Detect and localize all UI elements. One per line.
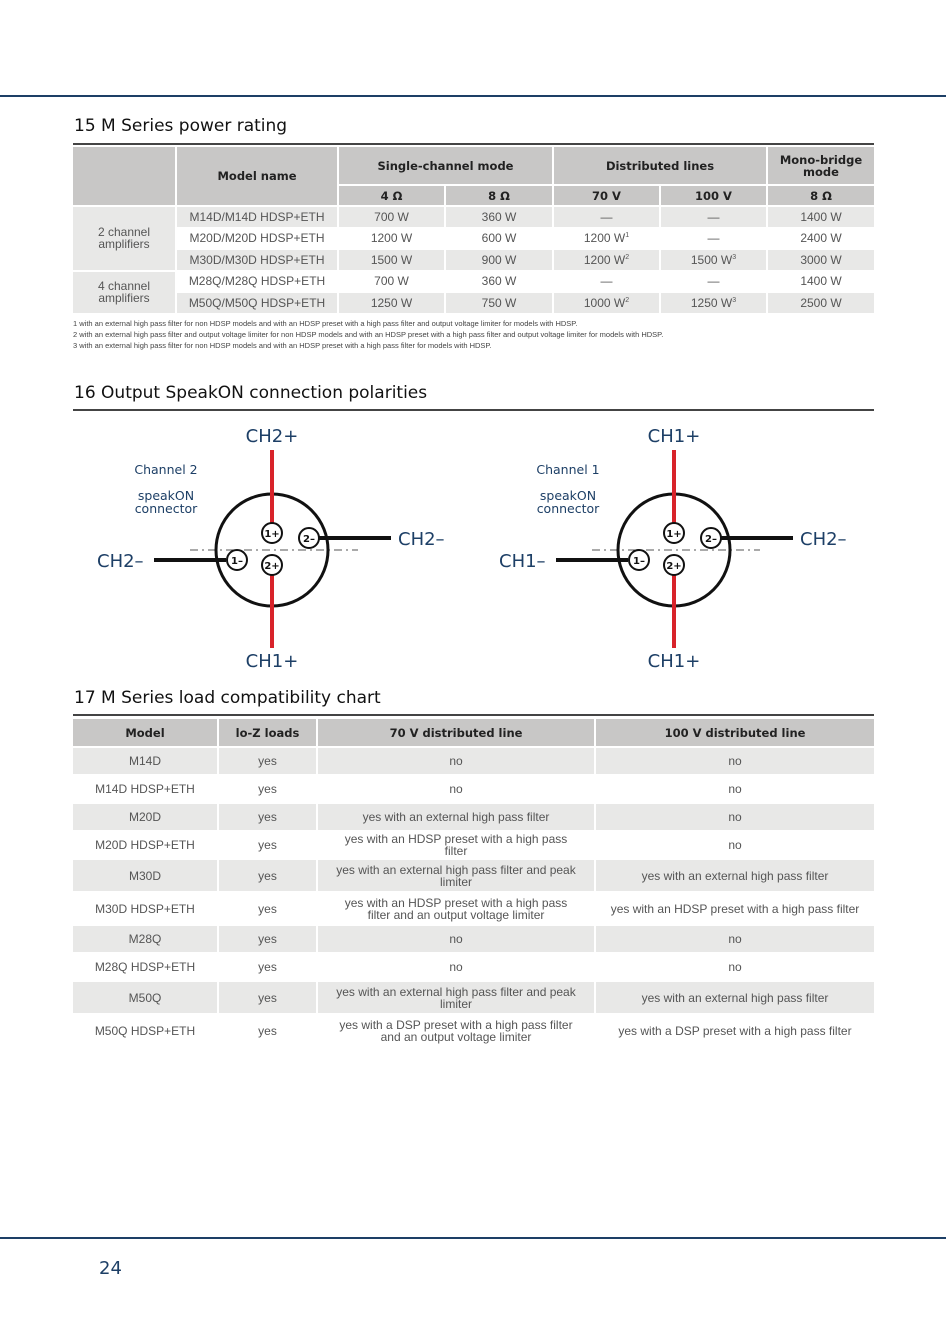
label-top: CH2+ [245,426,299,447]
top-rule [0,95,946,97]
footnote-2: 2 with an external high pass filter and output voltage limiter for non HDSP models and with an HDSP preset with a high pass filter and output voltage limiter for models with HDSP. [73,330,664,339]
v100-footnote-ref: 3 [732,296,737,304]
connector-label-2: connector [134,501,198,516]
power-rating-table [71,145,876,315]
connector-label-2: connector [536,501,600,516]
label-left: CH2– [97,551,144,572]
footnote-3: 3 with an external high pass filter for non HDSP models and with an HDSP preset with a high pass filter for models with HDSP. [73,341,492,350]
model-header: Model [73,719,217,746]
model-cell: M28Q/M28Q HDSP+ETH [188,274,326,289]
corner-header [73,147,175,205]
table-row [73,926,874,952]
pin-2minus-label: 2– [303,534,315,545]
v70-value: — [600,209,613,224]
group-label: 4 channel amplifiers [73,272,175,313]
v70-cell: yes with a DSP preset with a high pass filter and an output voltage limiter [318,1015,594,1046]
loz-cell: yes [219,954,316,980]
v70-cell: yes with an external high pass filter [318,804,594,830]
v100-cell: no [596,748,874,774]
pin-1minus-label: 1– [633,556,645,567]
v70-cell: yes with an HDSP preset with a high pass filter and an output voltage limiter [318,893,594,924]
table-row [73,954,874,980]
v100-value: — [707,209,720,224]
loz-cell: yes [219,804,316,830]
ohm4-cell: 700 W [374,274,409,289]
v100-cell: no [596,926,874,952]
label-left: CH1– [499,551,546,572]
mono-bridge-header-text: Mono-bridge mode [779,152,863,179]
ohm4-cell: 1500 W [370,252,413,267]
table-row [73,1015,874,1046]
group-label: 2 channel amplifiers [73,207,175,270]
v70-header: 70 V distributed line [318,719,594,746]
v70-footnote-ref: 2 [625,296,630,304]
bridge-ohm8-header: 8 Ω [768,186,874,205]
v100-cell [661,207,766,227]
table-row [73,832,874,858]
v100-value: 1500 W [690,252,733,267]
v70-cell [554,293,659,313]
bottom-rule [0,1237,946,1239]
v100-cell: no [596,954,874,980]
loz-cell: yes [219,893,316,924]
v100-cell: no [596,832,874,858]
v100-cell [661,229,766,249]
connector-right [499,426,847,672]
table-row [73,893,874,924]
model-cell: M20D [73,804,217,830]
v100-cell: yes with an external high pass filter [596,982,874,1013]
table-row [73,860,874,891]
v70-cell [554,272,659,292]
footnote-1: 1 with an external high pass filter for non HDSP models and with an HDSP preset with a high pass filter and output voltage limiter for models with HDSP. [73,319,578,328]
pin-2plus-label: 2+ [666,561,682,572]
model-cell: M20D/M20D HDSP+ETH [189,231,325,246]
pin-1minus-label: 1– [231,556,243,567]
loz-cell: yes [219,748,316,774]
v70-cell: no [318,776,594,802]
single-channel-header: Single-channel mode [339,147,552,184]
ohm8-cell: 360 W [481,209,517,224]
v70-cell [554,250,659,270]
ohm4-cell: 1200 W [370,231,413,246]
table-row [73,982,874,1013]
section-17-rule [73,714,874,716]
model-cell: M14D HDSP+ETH [73,776,217,802]
label-bottom: CH1+ [245,651,299,672]
label-bottom: CH1+ [647,651,701,672]
channel-label: Channel 1 [536,462,600,477]
model-cell: M50Q/M50Q HDSP+ETH [188,295,326,310]
ohm8-cell: 750 W [481,295,517,310]
model-cell: M14D/M14D HDSP+ETH [189,209,325,224]
v100-value: — [707,231,720,246]
v100-cell [661,293,766,313]
bridge-cell: 2400 W [800,231,842,246]
v70-value: — [600,274,613,289]
v70-cell [554,207,659,227]
v100-cell: yes with an HDSP preset with a high pass filter [596,893,874,924]
bridge-cell: 2500 W [800,295,842,310]
model-cell: M20D HDSP+ETH [73,832,217,858]
v70-cell: no [318,926,594,952]
loz-cell: yes [219,982,316,1013]
v100-cell: yes with a DSP preset with a high pass filter [596,1015,874,1046]
table-row [73,748,874,774]
bridge-cell: 3000 W [800,252,842,267]
load-compatibility-table [71,717,876,1048]
section-17-title: 17 M Series load compatibility chart [74,688,381,708]
v70-header: 70 V [554,186,659,205]
model-cell: M28Q [73,926,217,952]
page-number: 24 [99,1258,122,1279]
bridge-cell: 1400 W [800,209,842,224]
v70-value: 1000 W [583,295,626,310]
footnotes [73,318,663,351]
section-16-rule [73,409,874,411]
v70-cell: yes with an external high pass filter and peak limiter [318,860,594,891]
pin-1plus-label: 1+ [666,529,682,540]
bridge-cell: 1400 W [800,274,842,289]
v70-value: 1200 W [583,231,626,246]
label-top: CH1+ [647,426,701,447]
v100-header: 100 V [661,186,766,205]
ohm8-header: 8 Ω [446,186,552,205]
ohm4-cell: 700 W [374,209,409,224]
model-cell: M50Q HDSP+ETH [73,1015,217,1046]
channel-label: Channel 2 [134,462,198,477]
connector-label-1: speakON [137,488,195,503]
v100-cell: no [596,776,874,802]
v70-footnote-ref: 1 [625,232,630,240]
compatibility-rows [73,748,874,1046]
connector-left [97,426,445,672]
pin-1plus-label: 1+ [264,529,280,540]
v100-header: 100 V distributed line [596,719,874,746]
model-cell: M30D/M30D HDSP+ETH [189,252,325,267]
loz-cell: yes [219,860,316,891]
loz-cell: yes [219,776,316,802]
ohm4-cell: 1250 W [370,295,413,310]
ohm8-cell: 360 W [481,274,517,289]
v70-cell [554,229,659,249]
pin-2minus-label: 2– [705,534,717,545]
ohm4-header: 4 Ω [339,186,444,205]
table-row [73,776,874,802]
section-16-title: 16 Output SpeakON connection polarities [74,383,428,403]
connector-label-1: speakON [539,488,597,503]
v70-cell: no [318,954,594,980]
v100-cell [661,250,766,270]
loz-cell: yes [219,832,316,858]
v100-value: — [707,274,720,289]
model-cell: M30D [73,860,217,891]
v100-cell: yes with an external high pass filter [596,860,874,891]
distributed-lines-header: Distributed lines [554,147,766,184]
label-right: CH2– [398,529,445,550]
section-15-title: 15 M Series power rating [74,116,288,136]
model-cell: M14D [73,748,217,774]
v70-value: 1200 W [583,252,626,267]
model-cell: M50Q [73,982,217,1013]
loz-cell: yes [219,1015,316,1046]
v100-cell [661,272,766,292]
loz-cell: yes [219,926,316,952]
mono-bridge-header [768,147,874,184]
speakon-polarity-diagram [0,415,950,685]
table-row [73,804,874,830]
ohm8-cell: 600 W [481,231,517,246]
model-name-header: Model name [177,147,337,205]
pin-2plus-label: 2+ [264,561,280,572]
v70-cell: no [318,748,594,774]
label-right: CH2– [800,529,847,550]
v70-cell: yes with an HDSP preset with a high pass filter [318,832,594,858]
model-cell: M28Q HDSP+ETH [73,954,217,980]
v100-value: 1250 W [690,295,733,310]
ohm8-cell: 900 W [481,252,517,267]
model-cell: M30D HDSP+ETH [73,893,217,924]
v100-footnote-ref: 3 [732,253,737,261]
v70-footnote-ref: 2 [625,253,630,261]
loz-header: lo-Z loads [219,719,316,746]
v100-cell: no [596,804,874,830]
v70-cell: yes with an external high pass filter and peak limiter [318,982,594,1013]
